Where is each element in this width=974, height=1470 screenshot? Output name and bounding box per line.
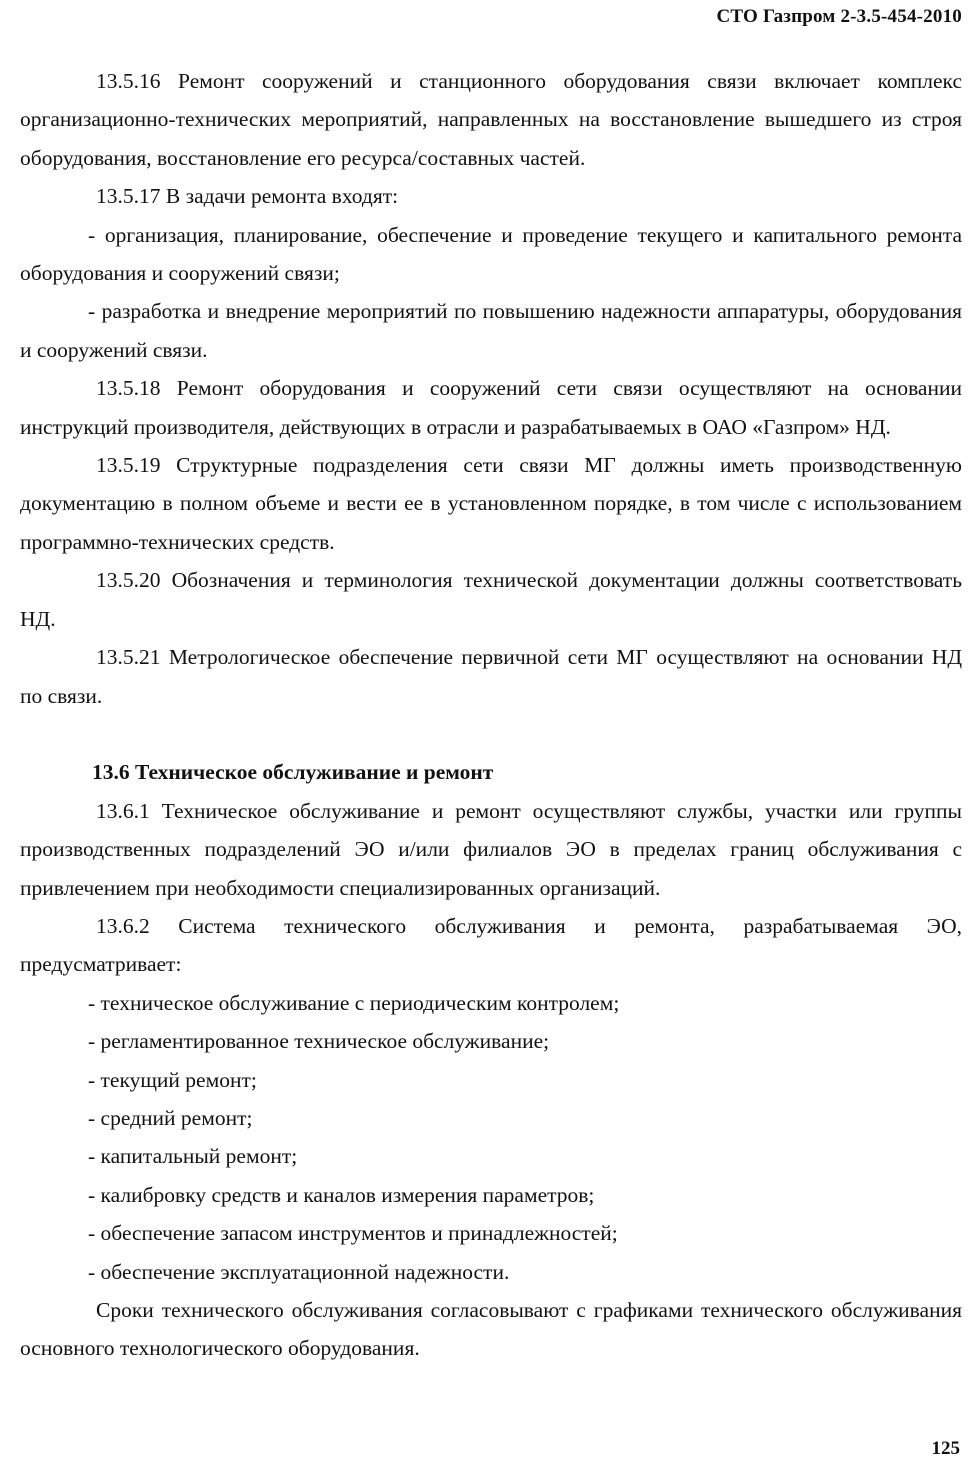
list-item: - регламентированное техническое обслуживание; xyxy=(88,1029,550,1054)
list-item: - калибровку средств и каналов измерения параметров; xyxy=(88,1182,595,1207)
paragraph-13-6-1: 13.6.1 Техническое обслуживание и ремонт осуществляют службы, участки или группы производственных подразделений ЭО и/или филиалов ЭО в пределах границ обслуживания с привлечением при необходимости специализированных организаций. xyxy=(20,798,962,900)
paragraph-13-5-21: 13.5.21 Метрологическое обеспечение первичной сети МГ осуществляют на основании НД по связи. xyxy=(20,645,962,708)
paragraph-13-5-20: 13.5.20 Обозначения и терминология технической документации должны соответствовать НД. xyxy=(20,568,962,631)
list-item: - обеспечение запасом инструментов и принадлежностей; xyxy=(88,1221,618,1246)
paragraph-13-6-2: 13.6.2 Система технического обслуживания и ремонта, разрабатываемая ЭО, предусматривает: xyxy=(20,913,962,977)
paragraph-13-5-19: 13.5.19 Структурные подразделения сети связи МГ должны иметь производственную документацию в полном объеме и вести ее в установленном порядке, в том числе с использованием программно-технических средств. xyxy=(20,453,962,554)
list-item: - организация, планирование, обеспечение и проведение текущего и капитального ремонта оборудования и сооружений связи; xyxy=(20,222,962,286)
section-heading-13-6: 13.6 Техническое обслуживание и ремонт xyxy=(92,760,494,785)
paragraph-13-5-16: 13.5.16 Ремонт сооружений и станционного оборудования связи включает комплекс организационно-технических мероприятий, направленных на восстановление вышедшего из строя оборудования, восстановление его ресурса/составных частей. xyxy=(20,69,962,170)
document-header: СТО Газпром 2-3.5-454-2010 xyxy=(716,6,962,27)
list-item: - обеспечение эксплуатационной надежности. xyxy=(88,1259,510,1284)
paragraph-final: Сроки технического обслуживания согласовывают с графиками технического обслуживания основного технологического оборудования. xyxy=(20,1297,962,1361)
list-item: - текущий ремонт; xyxy=(88,1067,257,1092)
document-body xyxy=(20,62,962,1368)
list-item: - капитальный ремонт; xyxy=(88,1144,298,1169)
paragraph-13-5-17: 13.5.17 В задачи ремонта входят: xyxy=(96,184,399,209)
page-number: 125 xyxy=(931,1438,960,1459)
list-item: - средний ремонт; xyxy=(88,1105,253,1130)
list-item: - техническое обслуживание с периодическим контролем; xyxy=(88,990,620,1015)
paragraph-13-5-18: 13.5.18 Ремонт оборудования и сооружений сети связи осуществляют на основании инструкций производителя, действующих в отрасли и разрабатываемых в ОАО «Газпром» НД. xyxy=(20,376,962,439)
list-item: - разработка и внедрение мероприятий по повышению надежности аппаратуры, оборудования и сооружений связи. xyxy=(20,299,962,362)
